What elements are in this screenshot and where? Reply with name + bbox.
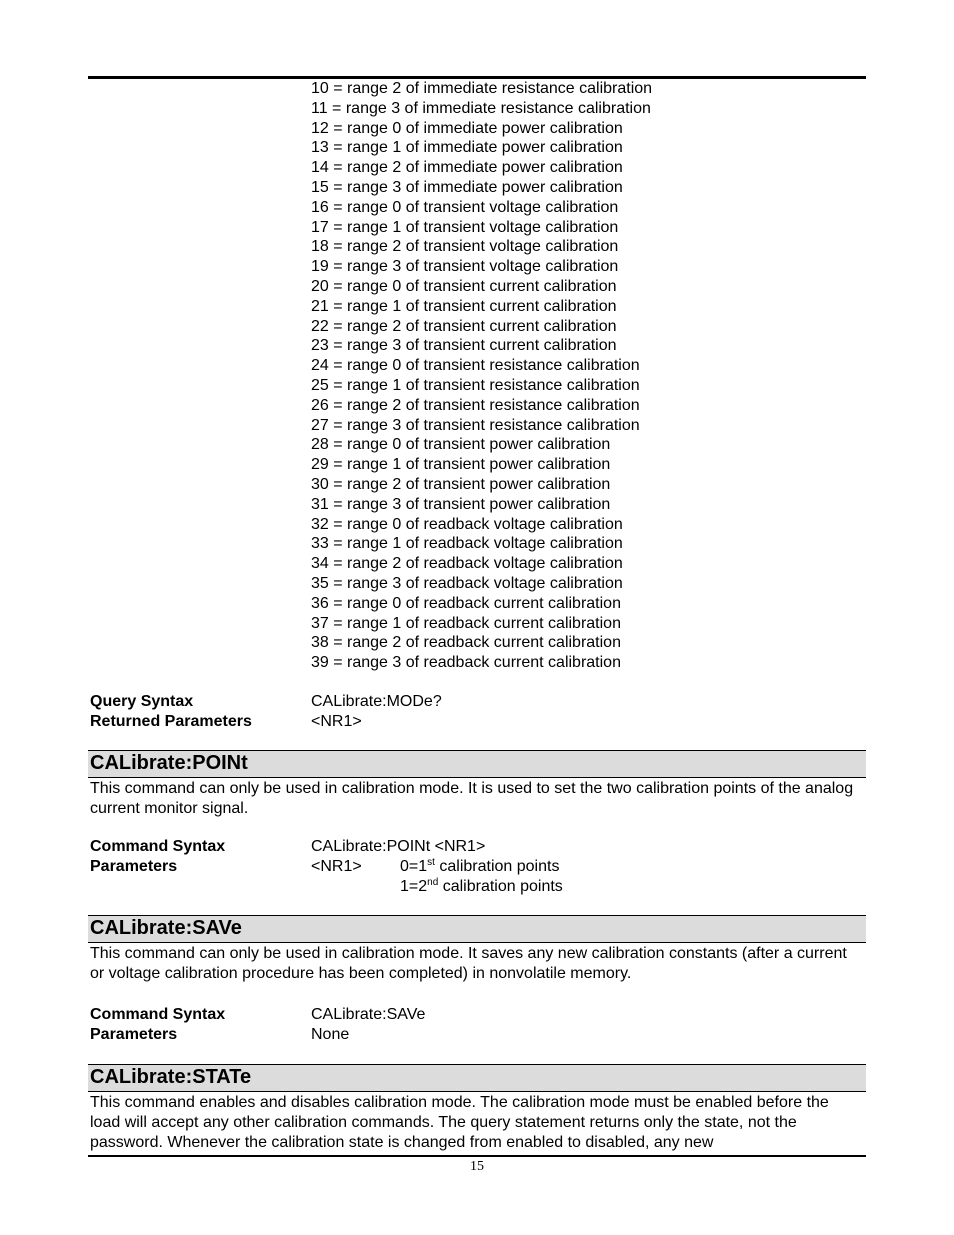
point-syntax-row bbox=[90, 837, 563, 857]
point-params-nr1: <NR1> bbox=[311, 857, 362, 875]
save-params-value: None bbox=[311, 1025, 350, 1043]
mode-list-item: 10 = range 2 of immediate resistance calibration bbox=[311, 80, 653, 97]
page-number: 15 bbox=[470, 1159, 484, 1174]
save-syntax-row bbox=[90, 1005, 425, 1025]
query-syntax-value: CALibrate:MODe? bbox=[311, 693, 442, 710]
mode-list-item: 11 = range 3 of immediate resistance calibration bbox=[311, 99, 651, 117]
mode-list-item: 15 = range 3 of immediate power calibration bbox=[311, 178, 623, 196]
mode-list-item: 19 = range 3 of transient voltage calibration bbox=[311, 258, 619, 276]
mode-list-item: 23 = range 3 of transient current calibration bbox=[311, 337, 617, 355]
point-params-value bbox=[311, 857, 559, 877]
query-syntax-label: Query Syntax bbox=[90, 693, 194, 710]
mode-list-item: 24 = range 0 of transient resistance calibration bbox=[311, 357, 640, 375]
mode-list-item: 30 = range 2 of transient power calibration bbox=[311, 475, 611, 493]
point-syntax-label: Command Syntax bbox=[90, 838, 226, 855]
section-title-save: CALibrate:SAVe bbox=[90, 917, 242, 939]
point-syntax-value: CALibrate:POINt <NR1> bbox=[311, 838, 486, 855]
mode-list-item: 39 = range 3 of readback current calibration bbox=[311, 654, 621, 672]
point-params-label: Parameters bbox=[90, 857, 178, 875]
mode-list-item: 34 = range 2 of readback voltage calibration bbox=[311, 555, 623, 573]
calibration-mode-list bbox=[311, 79, 652, 673]
save-syntax-value: CALibrate:SAVe bbox=[311, 1006, 426, 1023]
save-params-row bbox=[90, 1025, 425, 1045]
mode-list-item: 17 = range 1 of transient voltage calibration bbox=[311, 218, 619, 236]
point-option-1: 0=1st calibration points bbox=[400, 856, 560, 875]
mode-list-item: 25 = range 1 of transient resistance calibration bbox=[311, 376, 640, 394]
mode-list-item: 13 = range 1 of immediate power calibration bbox=[311, 139, 623, 157]
mode-list-item: 28 = range 0 of transient power calibration bbox=[311, 436, 611, 454]
returned-parameters-label: Returned Parameters bbox=[90, 712, 252, 730]
mode-list-item: 26 = range 2 of transient resistance calibration bbox=[311, 396, 640, 414]
mode-list-item: 20 = range 0 of transient current calibration bbox=[311, 277, 617, 295]
point-params-row bbox=[90, 857, 563, 877]
mode-list-item: 22 = range 2 of transient current calibration bbox=[311, 317, 617, 335]
mode-list-item: 32 = range 0 of readback voltage calibration bbox=[311, 515, 623, 533]
section-header-point bbox=[88, 750, 866, 778]
section-title-point: CALibrate:POINt bbox=[90, 752, 248, 774]
returned-parameters-value: <NR1> bbox=[311, 712, 362, 730]
section-title-state: CALibrate:STATe bbox=[90, 1066, 252, 1088]
point-command-block bbox=[90, 837, 563, 896]
section-header-save bbox=[88, 915, 866, 943]
returned-parameters-row bbox=[90, 712, 442, 732]
mode-list-item: 33 = range 1 of readback voltage calibration bbox=[311, 535, 623, 553]
mode-list-item: 38 = range 2 of readback current calibration bbox=[311, 634, 621, 652]
mode-list-item: 35 = range 3 of readback voltage calibration bbox=[311, 574, 623, 592]
query-syntax-row bbox=[90, 692, 442, 712]
mode-list-item: 27 = range 3 of transient resistance calibration bbox=[311, 416, 640, 434]
mode-list-item: 14 = range 2 of immediate power calibration bbox=[311, 159, 623, 177]
bottom-rule bbox=[88, 1155, 866, 1157]
mode-list-item: 31 = range 3 of transient power calibration bbox=[311, 495, 611, 513]
mode-list-item: 29 = range 1 of transient power calibration bbox=[311, 456, 611, 474]
mode-list-item: 12 = range 0 of immediate power calibration bbox=[311, 119, 623, 137]
save-description: This command can only be used in calibration mode. It saves any new calibration constants (after a current or voltage calibration procedure has been completed) in nonvolatile memory. bbox=[90, 945, 847, 982]
mode-list-item: 37 = range 1 of readback current calibration bbox=[311, 614, 621, 632]
point-option-2: 1=2nd calibration points bbox=[400, 876, 563, 895]
save-syntax-label: Command Syntax bbox=[90, 1006, 226, 1023]
state-description: This command enables and disables calibration mode. The calibration mode must be enabled before the load will accept any other calibration commands. The query statement returns only the state, not the password. Whenever the calibration state is changed from enabled to disabled, any new bbox=[90, 1094, 829, 1151]
section-header-state bbox=[88, 1064, 866, 1092]
mode-list-item: 21 = range 1 of transient current calibration bbox=[311, 297, 617, 315]
save-command-block bbox=[90, 1005, 425, 1045]
mode-list-item: 16 = range 0 of transient voltage calibration bbox=[311, 198, 619, 216]
point-description: This command can only be used in calibration mode. It is used to set the two calibration points of the analog current monitor signal. bbox=[90, 780, 854, 817]
point-params-row-2 bbox=[90, 877, 563, 897]
mode-query-block bbox=[90, 692, 442, 732]
mode-list-item: 36 = range 0 of readback current calibration bbox=[311, 594, 621, 612]
save-params-label: Parameters bbox=[90, 1025, 178, 1043]
mode-list-item: 18 = range 2 of transient voltage calibration bbox=[311, 238, 619, 256]
